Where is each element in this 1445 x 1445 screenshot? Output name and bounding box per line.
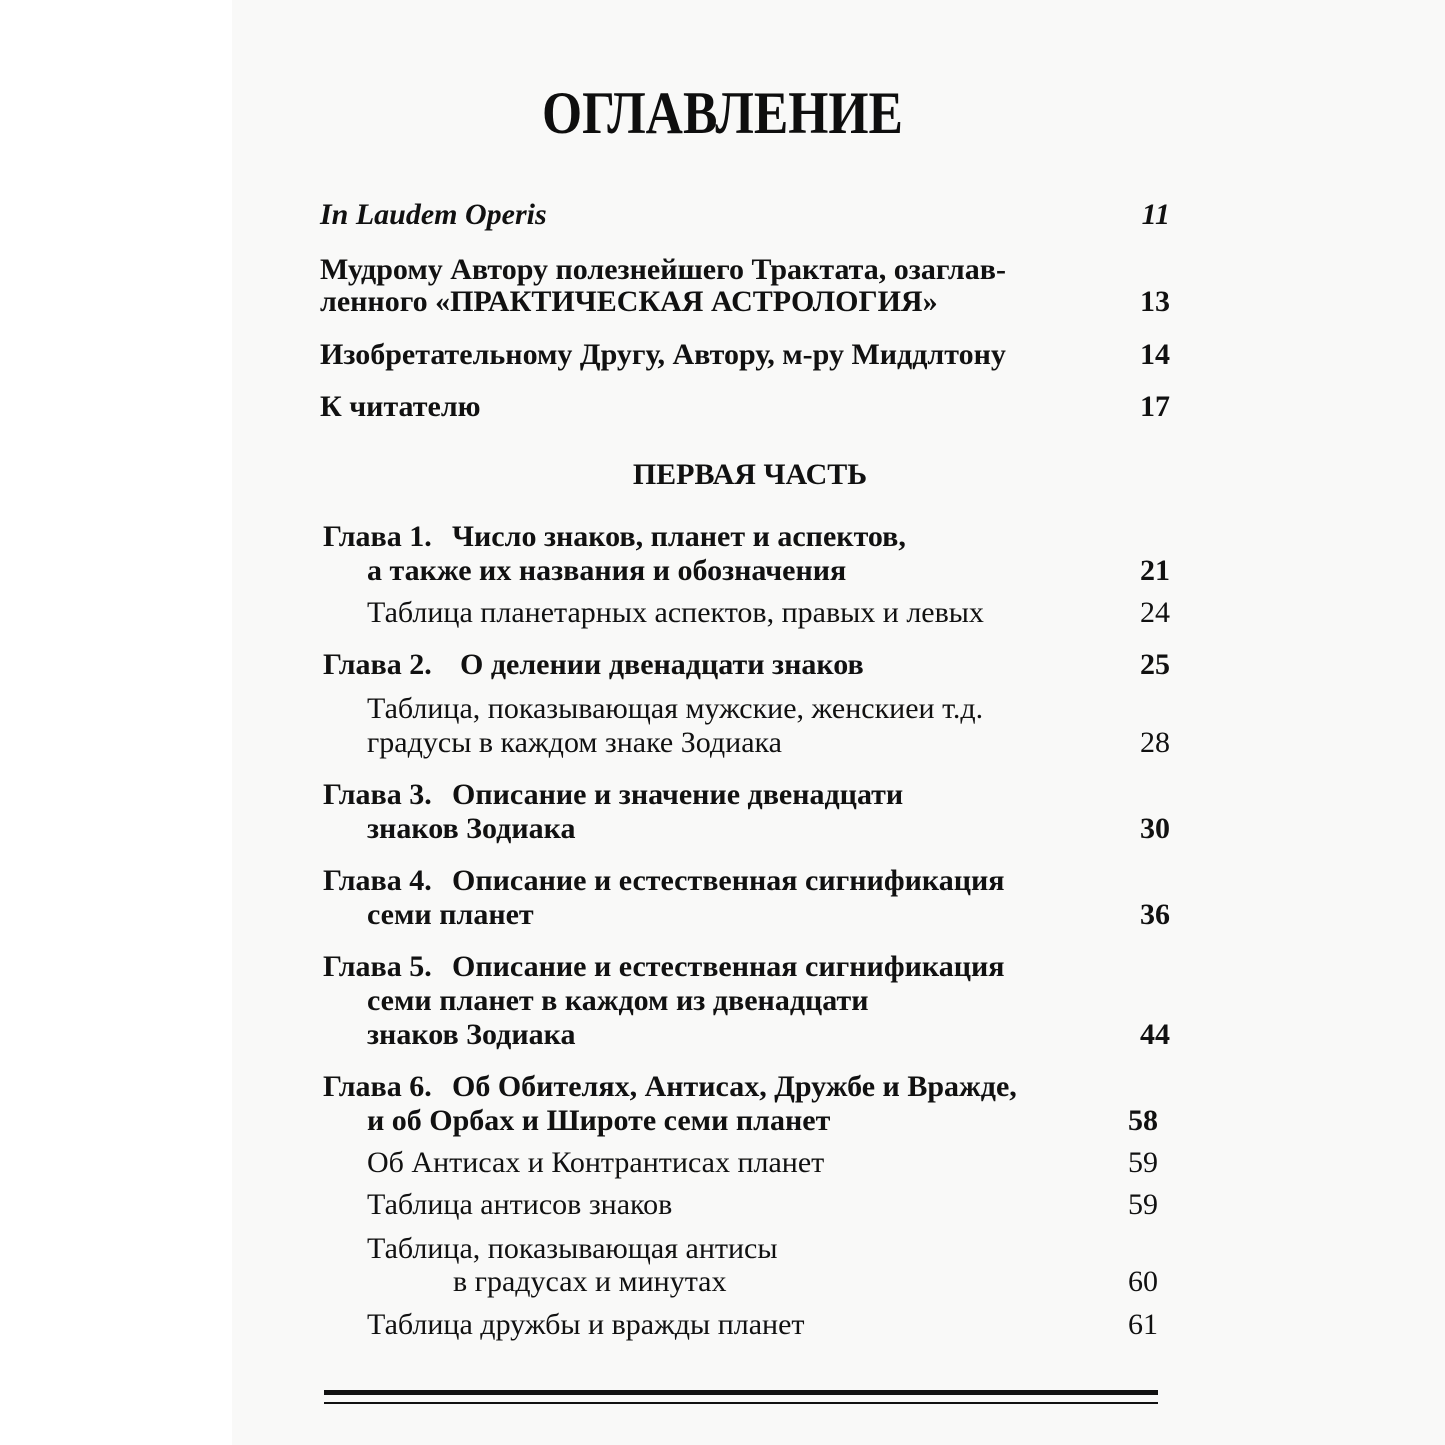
chapter-label: Глава 6. (323, 1070, 432, 1103)
toc-entry-page: 17 (1140, 390, 1170, 423)
subentry-title: Таблица антисов знаков (367, 1188, 673, 1221)
chapter-title-cont: знаков Зодиака (367, 812, 576, 845)
page-title: ОГЛАВЛЕНИЕ (542, 80, 903, 146)
chapter-title: Описание и значение двенадцати (452, 778, 904, 811)
subentry-page: 60 (1128, 1265, 1158, 1298)
subentry-page: 59 (1128, 1188, 1158, 1221)
footer-rule-thick (324, 1390, 1158, 1395)
subentry-title: Об Антисах и Контрантисах планет (367, 1146, 825, 1179)
toc-entry-page: 14 (1140, 338, 1170, 371)
subentry-page: 61 (1128, 1308, 1158, 1341)
toc-entry-page: 11 (1141, 198, 1170, 231)
section-heading: ПЕРВАЯ ЧАСТЬ (632, 458, 868, 491)
subentry-page: 24 (1140, 596, 1170, 629)
chapter-page: 30 (1140, 812, 1170, 845)
chapter-label: Глава 5. (323, 950, 432, 983)
toc-entry-page: 13 (1140, 285, 1170, 318)
toc-entry-title-cont: ленного «ПРАКТИЧЕСКАЯ АСТРОЛОГИЯ» (320, 285, 938, 318)
chapter-label: Глава 2. (323, 648, 432, 681)
chapter-title-cont: и об Орбах и Широте семи планет (367, 1104, 831, 1137)
chapter-title-cont: семи планет в каждом из двенадцати (367, 984, 869, 1017)
subentry-title: Таблица дружбы и вражды планет (367, 1308, 805, 1341)
chapter-title: Число знаков, планет и аспектов, (452, 520, 906, 553)
toc-entry-title: In Laudem Operis (320, 198, 547, 231)
chapter-page: 25 (1140, 648, 1170, 681)
footer-rule-thin (324, 1402, 1158, 1404)
chapter-title: Описание и естественная сигнификация (452, 950, 1005, 983)
subentry-page: 59 (1128, 1146, 1158, 1179)
chapter-label: Глава 3. (323, 778, 432, 811)
chapter-title: О делении двенадцати знаков (460, 648, 864, 681)
chapter-title: Описание и естественная сигнификация (452, 864, 1005, 897)
chapter-page: 44 (1140, 1018, 1170, 1051)
chapter-label: Глава 1. (323, 520, 432, 553)
chapter-title-cont: знаков Зодиака (367, 1018, 576, 1051)
subentry-title-cont: градусы в каждом знаке Зодиака (367, 726, 782, 759)
chapter-page: 58 (1128, 1104, 1158, 1137)
toc-entry-title: Мудрому Автору полезнейшего Трактата, озаглав- (320, 253, 1006, 286)
chapter-label: Глава 4. (323, 864, 432, 897)
subentry-title: Таблица, показывающая мужские, женскиеи т.д. (367, 692, 984, 725)
subentry-title: Таблица, показывающая антисы (367, 1232, 778, 1265)
subentry-title: Таблица планетарных аспектов, правых и левых (367, 596, 984, 629)
toc-entry-title: Изобретательному Другу, Автору, м-ру Миддлтону (320, 338, 1006, 371)
subentry-title-cont: в градусах и минутах (453, 1265, 727, 1298)
subentry-page: 28 (1140, 726, 1170, 759)
toc-entry-title: К читателю (320, 390, 481, 423)
chapter-page: 36 (1140, 898, 1170, 931)
chapter-page: 21 (1140, 554, 1170, 587)
chapter-title: Об Обителях, Антисах, Дружбе и Вражде, (452, 1070, 1017, 1103)
chapter-title-cont: семи планет (367, 898, 534, 931)
chapter-title-cont: а также их названия и обозначения (367, 554, 847, 587)
